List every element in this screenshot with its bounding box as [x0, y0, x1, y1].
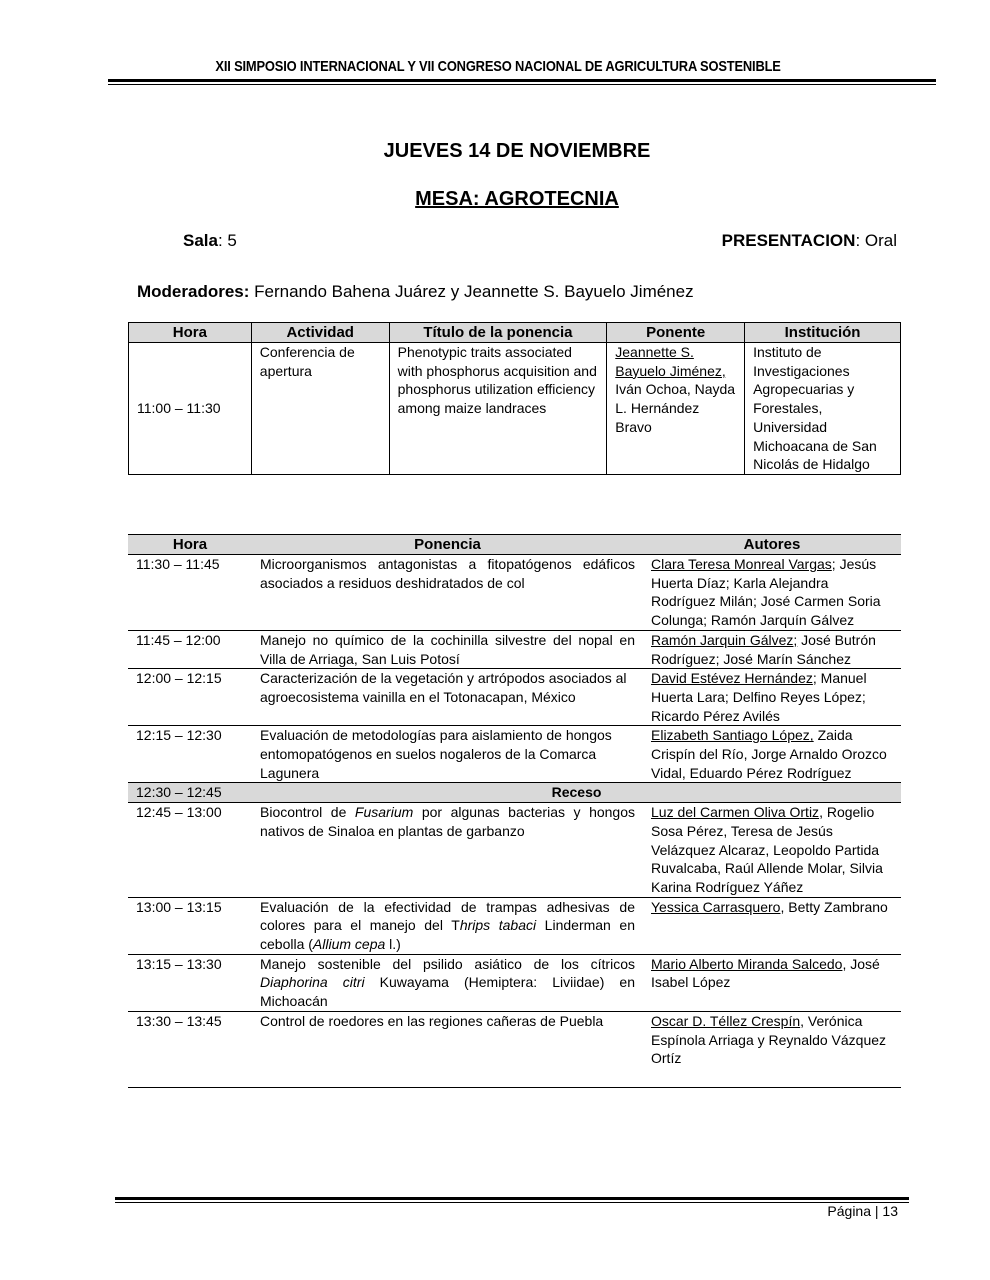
footer-rule-thin: [115, 1202, 909, 1203]
cell-hora: 13:00 – 13:15: [128, 897, 252, 954]
cell-ponencia: Control de roedores en las regiones cañeras de Puebla: [252, 1011, 643, 1087]
table-row: [128, 555, 901, 631]
col-header-hora: Hora: [128, 535, 252, 555]
cell-hora: 11:30 – 11:45: [128, 555, 252, 631]
cell-ponencia: Manejo sostenible del psilido asiático de los cítricos Diaphorina citri Kuwayama (Hemiptera: Liviidae) en Michoacán: [252, 954, 643, 1011]
page-number: Página | 13: [827, 1203, 898, 1219]
header-rule-thin: [108, 84, 936, 85]
table-header-row: [129, 323, 901, 343]
moderators: Moderadores: Fernando Bahena Juárez y Jeannette S. Bayuelo Jiménez: [137, 282, 694, 301]
cell-actividad: Conferencia de apertura: [251, 343, 389, 475]
cell-hora: 11:45 – 12:00: [128, 630, 252, 668]
table-row: [128, 803, 901, 898]
cell-ponencia: Caracterización de la vegetación y artrópodos asociados al agroecosistema vainilla en el Totonacapan, México: [252, 669, 643, 726]
cell-titulo: Phenotypic traits associated with phosphorus acquisition and phosphorus utilization efficiency among maize landraces: [389, 343, 607, 475]
cell-ponencia: Biocontrol de Fusarium por algunas bacterias y hongos nativos de Sinaloa en plantas de garbanzo: [252, 803, 643, 898]
cell-hora: 12:45 – 13:00: [128, 803, 252, 898]
cell-hora: 13:30 – 13:45: [128, 1011, 252, 1087]
table-row: [128, 630, 901, 668]
cell-autores: Luz del Carmen Oliva Ortiz, Rogelio Sosa Pérez, Teresa de Jesús Velázquez Alcaraz, Leopoldo Partida Ruvalcaba, Raúl Allende Molar, Silvia Karina Rodríguez Yáñez: [643, 803, 901, 898]
cell-ponencia: Evaluación de metodologías para aislamiento de hongos entomopatógenos en suelos nogaleros de la Comarca Lagunera: [252, 726, 643, 783]
presentation-type: PRESENTACION: Oral: [721, 231, 897, 250]
cell-autores: Yessica Carrasquero, Betty Zambrano: [643, 897, 901, 954]
cell-hora: 12:00 – 12:15: [128, 669, 252, 726]
col-header-ponencia: Ponencia: [252, 535, 643, 555]
cell-hora: 12:15 – 12:30: [128, 726, 252, 783]
document-header-title: XII SIMPOSIO INTERNACIONAL Y VII CONGRESO NACIONAL DE AGRICULTURA SOSTENIBLE: [215, 58, 781, 75]
col-header-ponente: Ponente: [607, 323, 745, 343]
table-row: [128, 954, 901, 1011]
talks-table: [128, 534, 901, 1088]
table-row: [128, 726, 901, 783]
session-mesa: MESA: AGROTECNIA: [415, 188, 619, 210]
footer-rule-thick: [115, 1197, 909, 1200]
col-header-actividad: Actividad: [251, 323, 389, 343]
cell-autores: David Estévez Hernández; Manuel Huerta Lara; Delfino Reyes López; Ricardo Pérez Avilés: [643, 669, 901, 726]
header-rule-thick: [108, 79, 936, 82]
cell-hora: 12:30 – 12:45: [128, 783, 252, 803]
table-header-row: [128, 535, 901, 555]
session-day: JUEVES 14 DE NOVIEMBRE: [383, 140, 651, 162]
break-label: Receso: [252, 783, 901, 803]
cell-hora: 11:00 – 11:30: [129, 343, 252, 475]
cell-ponencia: Evaluación de la efectividad de trampas adhesivas de colores para el manejo del Thrips tabaci Linderman en cebolla (Allium cepa l.): [252, 897, 643, 954]
cell-autores: Mario Alberto Miranda Salcedo, José Isabel López: [643, 954, 901, 1011]
table-row: [129, 343, 901, 475]
cell-ponencia: Manejo no químico de la cochinilla silvestre del nopal en Villa de Arriaga, San Luis Potosí: [252, 630, 643, 668]
cell-ponencia: Microorganismos antagonistas a fitopatógenos edáficos asociados a residuos deshidratados de col: [252, 555, 643, 631]
cell-institucion: Instituto de Investigaciones Agropecuarias y Forestales, Universidad Michoacana de San Nicolás de Hidalgo: [745, 343, 901, 475]
break-row: [128, 783, 901, 803]
table-row: [128, 1011, 901, 1087]
cell-hora: 13:15 – 13:30: [128, 954, 252, 1011]
col-header-titulo: Título de la ponencia: [389, 323, 607, 343]
col-header-hora: Hora: [129, 323, 252, 343]
col-header-autores: Autores: [643, 535, 901, 555]
cell-autores: Clara Teresa Monreal Vargas; Jesús Huerta Díaz; Karla Alejandra Rodríguez Milán; José Carmen Soria Colunga; Ramón Jarquín Gálvez: [643, 555, 901, 631]
cell-ponente: Jeannette S. Bayuelo Jiménez, Iván Ochoa, Nayda L. Hernández Bravo: [607, 343, 745, 475]
cell-autores: Elizabeth Santiago López, Zaida Crispín del Río, Jorge Arnaldo Orozco Vidal, Eduardo Pérez Rodríguez: [643, 726, 901, 783]
table-row: [128, 897, 901, 954]
col-header-institucion: Institución: [745, 323, 901, 343]
opening-conference-table: [128, 322, 901, 475]
cell-autores: Ramón Jarquin Gálvez; José Butrón Rodríguez; José Marín Sánchez: [643, 630, 901, 668]
sala-info: Sala: 5: [183, 231, 237, 250]
table-row: [128, 669, 901, 726]
cell-autores: Oscar D. Téllez Crespín, Verónica Espínola Arriaga y Reynaldo Vázquez Ortíz: [643, 1011, 901, 1087]
